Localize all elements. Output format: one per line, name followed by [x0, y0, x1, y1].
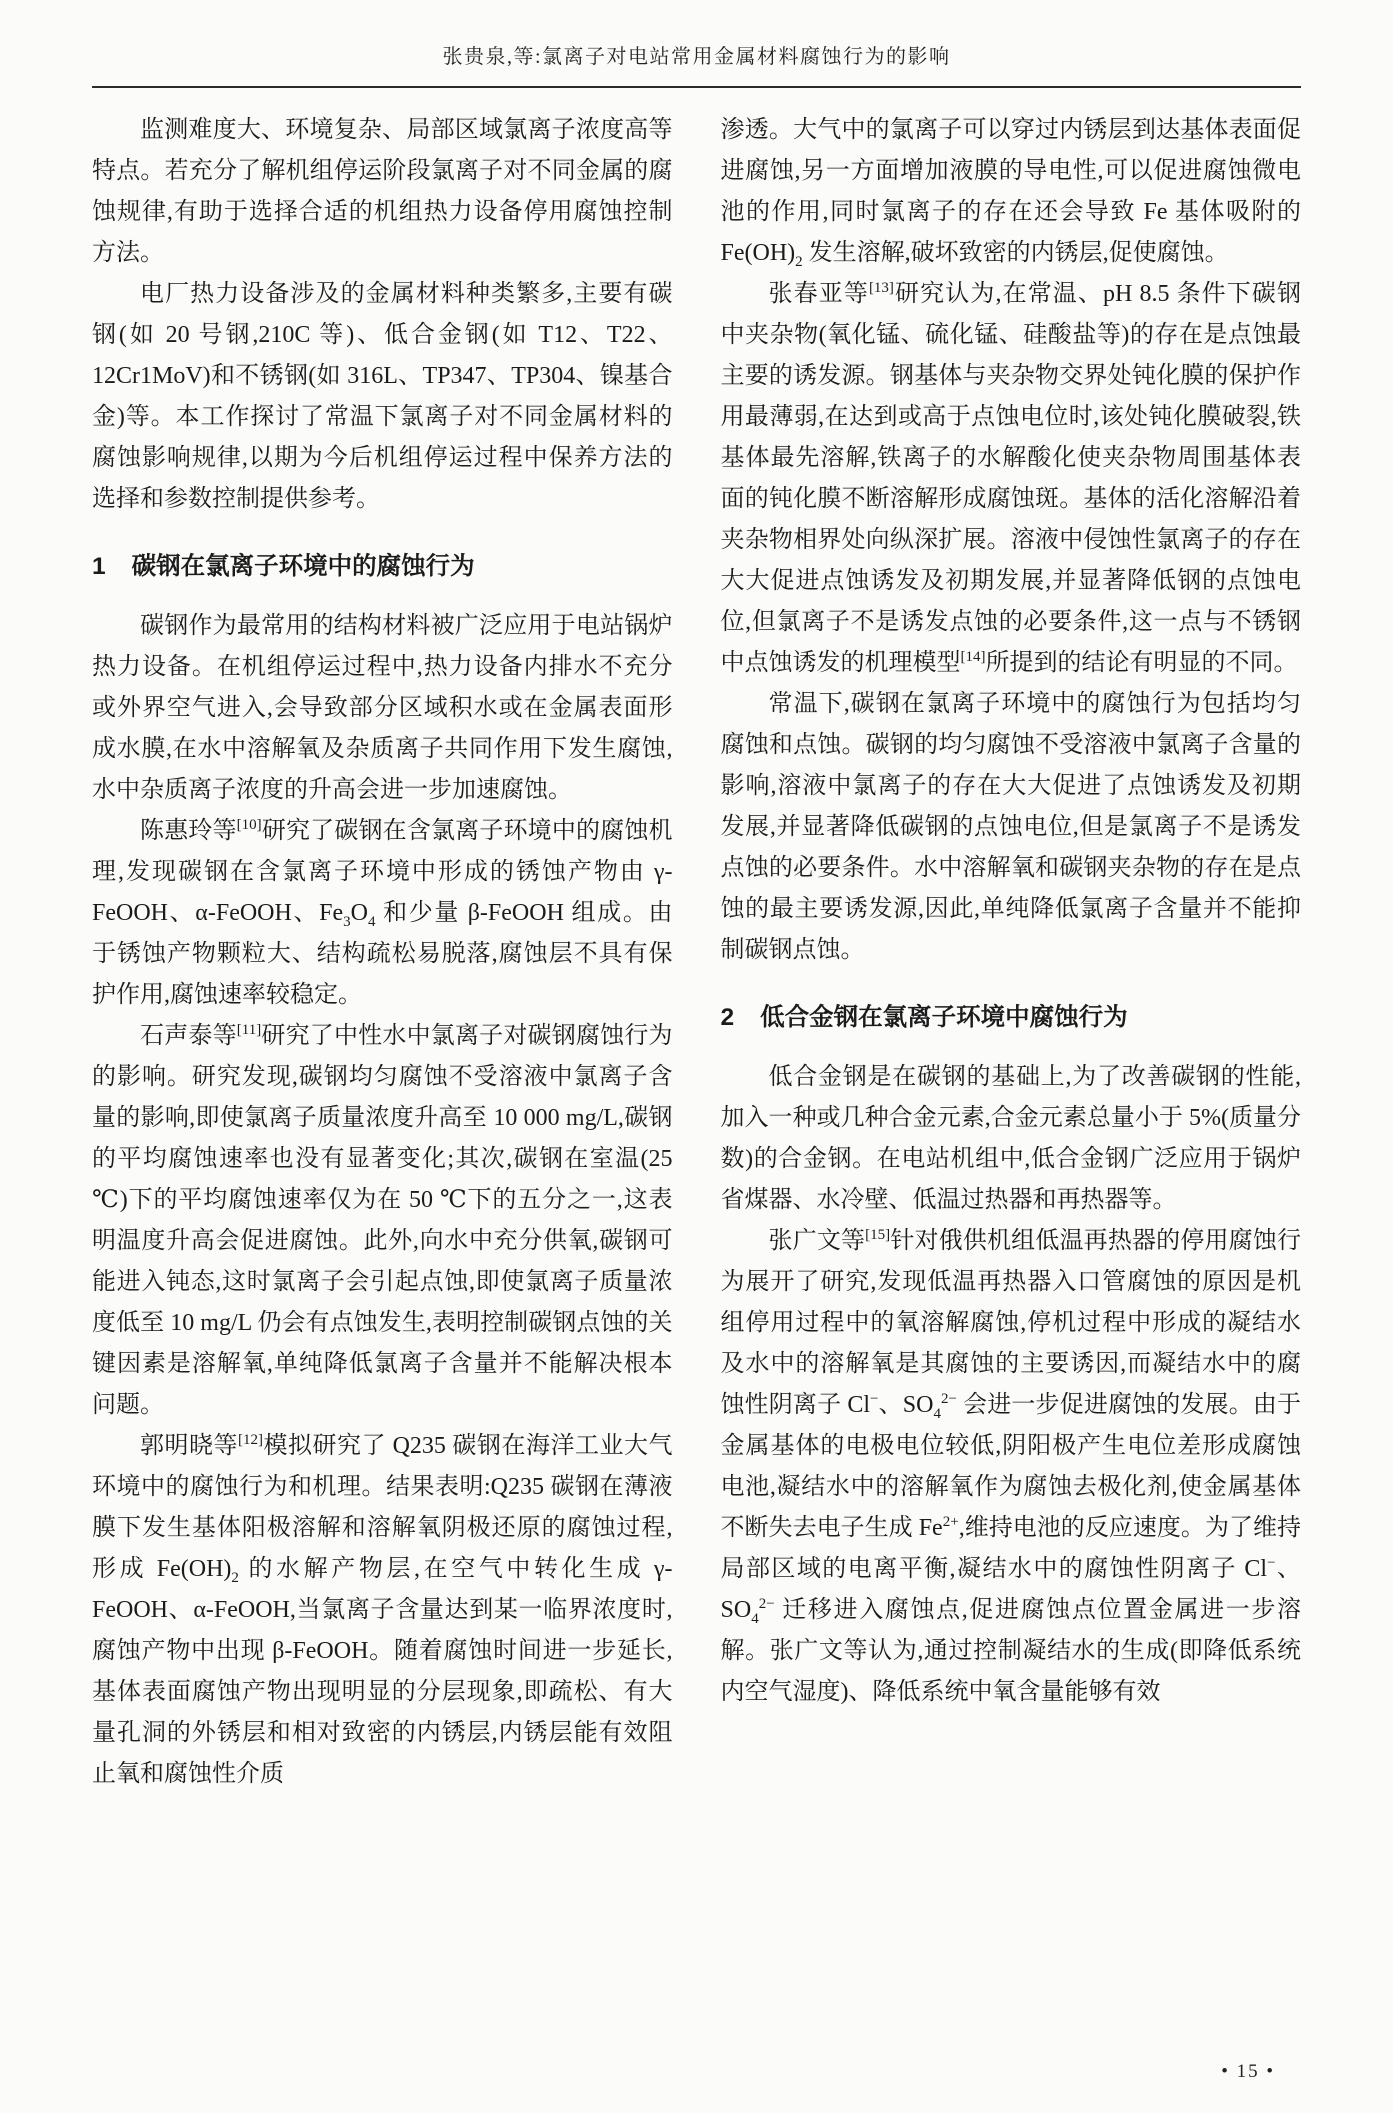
- paragraph: 渗透。大气中的氯离子可以穿过内锈层到达基体表面促进腐蚀,另一方面增加液膜的导电性,可以促进腐蚀微电池的作用,同时氯离子的存在还会导致 Fe 基体吸附的 $Fe(OH)_2$ 发生溶解,破坏致密的内锈层,促使腐蚀。: [720, 117, 1301, 270]
- citation-ref: [15]: [865, 1227, 891, 1243]
- citation-ref: [10]: [236, 817, 262, 833]
- citation-ref: [12]: [238, 1432, 264, 1448]
- superscript-text: 2−: [758, 1596, 775, 1612]
- paragraph: 监测难度大、环境复杂、局部区域氯离子浓度高等特点。若充分了解机组停运阶段氯离子对不同金属的腐蚀规律,有助于选择合适的机组热力设备停用腐蚀控制方法。: [92, 117, 673, 266]
- section-number: 2: [720, 1004, 735, 1031]
- paragraph: 郭明晓等[12]模拟研究了 Q235 碳钢在海洋工业大气环境中的腐蚀行为和机理。结果表明:Q235 碳钢在薄液膜下发生基体阳极溶解和溶解氧阴极还原的腐蚀过程,形成 $Fe(OH)_2$ 的水解产物层,在空气中转化生成 γ-FeOOH、α-FeOOH,当氯离子含量达到某一临界浓度时,腐蚀产物中出现 β-FeOOH。随着腐蚀时间进一步延长,基体表面腐蚀产物出现明显的分层现象,即疏松、有大量孔洞的外锈层和相对致密的内锈层,内锈层能有效阻止氧和腐蚀性介质: [92, 1432, 673, 1787]
- citation-ref: [11]: [236, 1022, 262, 1038]
- citation-ref: [14]: [960, 649, 986, 665]
- subscript-text: 4: [367, 913, 376, 930]
- section-title: 碳钢在氯离子环境中的腐蚀行为: [131, 553, 475, 580]
- subscript-text: 4: [751, 1610, 759, 1627]
- header-rule: [92, 86, 1301, 88]
- paragraph: 低合金钢是在碳钢的基础上,为了改善碳钢的性能,加入一种或几种合金元素,合金元素总量小于 5%(质量分数)的合金钢。在电站机组中,低合金钢广泛应用于锅炉省煤器、水冷壁、低温过热器和再热器等。: [720, 1064, 1301, 1213]
- superscript-text: −: [1267, 1555, 1276, 1571]
- section-heading: [721, 1001, 1302, 1035]
- superscript-text: 2+: [942, 1514, 959, 1530]
- superscript-text: −: [870, 1391, 879, 1407]
- left-column: [92, 110, 673, 1795]
- superscript-text: 2−: [941, 1391, 957, 1407]
- running-header: [92, 42, 1301, 88]
- paragraph: 张广文等[15]针对俄供机组低温再热器的停用腐蚀行为展开了研究,发现低温再热器入口管腐蚀的原因是机组停用过程中的氧溶解腐蚀,停机过程中形成的凝结水及水中的溶解氧是其腐蚀的主要诱因,而凝结水中的腐蚀性阴离子 Cl−、$SO_4^{2-}$ 会进一步促进腐蚀的发展。由于金属基体的电极电位较低,阴阳极产生电位差形成腐蚀电池,凝结水中的溶解氧作为腐蚀去极化剂,使金属基体不断失去电子生成 $Fe^{2+}$,维持电池的反应速度。为了维持局部区域的电离平衡,凝结水中的腐蚀性阴离子 Cl−、$SO_4^{2-}$ 迁移进入腐蚀点,促进腐蚀点位置金属进一步溶解。张广文等认为,通过控制凝结水的生成(即降低系统内空气湿度)、降低系统中氧含量能够有效: [720, 1227, 1302, 1705]
- running-title: 张贵泉,等:氯离子对电站常用金属材料腐蚀行为的影响: [442, 46, 951, 68]
- subscript-text: 4: [933, 1405, 941, 1422]
- paragraph: 常温下,碳钢在氯离子环境中的腐蚀行为包括均匀腐蚀和点蚀。碳钢的均匀腐蚀不受溶液中氯离子含量的影响,溶液中氯离子的存在大大促进了点蚀诱发及初期发展,并显著降低碳钢的点蚀电位,但是氯离子不是诱发点蚀的必要条件。水中溶解氧和碳钢夹杂物的存在是点蚀的最主要诱发源,因此,单纯降低氯离子含量并不能抑制碳钢点蚀。: [720, 691, 1301, 963]
- paragraph: 石声泰等[11]研究了中性水中氯离子对碳钢腐蚀行为的影响。研究发现,碳钢均匀腐蚀不受溶液中氯离子含量的影响,即使氯离子质量浓度升高至 10 000 mg/L,碳钢的平均腐蚀速率也没有显著变化;其次,碳钢在室温(25 ℃)下的平均腐蚀速率仅为在 50 ℃下的五分之一,这表明温度升高会促进腐蚀。此外,向水中充分供氧,碳钢可能进入钝态,这时氯离子会引起点蚀,即使氯离子质量浓度低至 10 mg/L 仍会有点蚀发生,表明控制碳钢点蚀的关键因素是溶解氧,单纯降低氯离子含量并不能解决根本问题。: [92, 1022, 673, 1418]
- section-number: 1: [92, 553, 106, 580]
- page-number: • 15 •: [1221, 2061, 1275, 2082]
- section-title: 低合金钢在氯离子环境中腐蚀行为: [760, 1004, 1128, 1031]
- citation-ref: [13]: [868, 280, 894, 296]
- subscript-text: 2: [795, 253, 803, 270]
- subscript-text: 2: [231, 1569, 239, 1586]
- paragraph: 电厂热力设备涉及的金属材料种类繁多,主要有碳钢(如 20 号钢,210C 等)、低合金钢(如 T12、T22、12Cr1MoV)和不锈钢(如 316L、TP347、TP304、镍基合金)等。本工作探讨了常温下氯离子对不同金属材料的腐蚀影响规律,以期为今后机组停运过程中保养方法的选择和参数控制提供参考。: [92, 281, 673, 512]
- section-heading: [92, 550, 673, 584]
- paragraph: 张春亚等[13]研究认为,在常温、pH 8.5 条件下碳钢中夹杂物(氧化锰、硫化锰、硅酸盐等)的存在是点蚀最主要的诱发源。钢基体与夹杂物交界处钝化膜的保护作用最薄弱,在达到或高于点蚀电位时,该处钝化膜破裂,铁基体最先溶解,铁离子的水解酸化使夹杂物周围基体表面的钝化膜不断溶解形成腐蚀斑。基体的活化溶解沿着夹杂物相界处向纵深扩展。溶液中侵蚀性氯离子的存在大大促进点蚀诱发及初期发展,并显著降低钢的点蚀电位,但氯离子不是诱发点蚀的必要条件,这一点与不锈钢中点蚀诱发的机理模型[14]所提到的结论有明显的不同。: [720, 280, 1301, 676]
- paragraph: 碳钢作为最常用的结构材料被广泛应用于电站锅炉热力设备。在机组停运过程中,热力设备内排水不充分或外界空气进入,会导致部分区域积水或在金属表面形成水膜,在水中溶解氧及杂质离子共同作用下发生腐蚀,水中杂质离子浓度的升高会进一步加速腐蚀。: [92, 613, 673, 803]
- two-column-body: [92, 110, 1301, 1795]
- right-column: [721, 110, 1302, 1795]
- subscript-text: 3: [343, 913, 351, 930]
- paragraph: 陈惠玲等[10]研究了碳钢在含氯离子环境中的腐蚀机理,发现碳钢在含氯离子环境中形成的锈蚀产物由 γ-FeOOH、α-FeOOH、$Fe_3O_4$ 和少量 β-FeOOH 组成。由于锈蚀产物颗粒大、结构疏松易脱落,腐蚀层不具有保护作用,腐蚀速率较稳定。: [92, 817, 673, 1008]
